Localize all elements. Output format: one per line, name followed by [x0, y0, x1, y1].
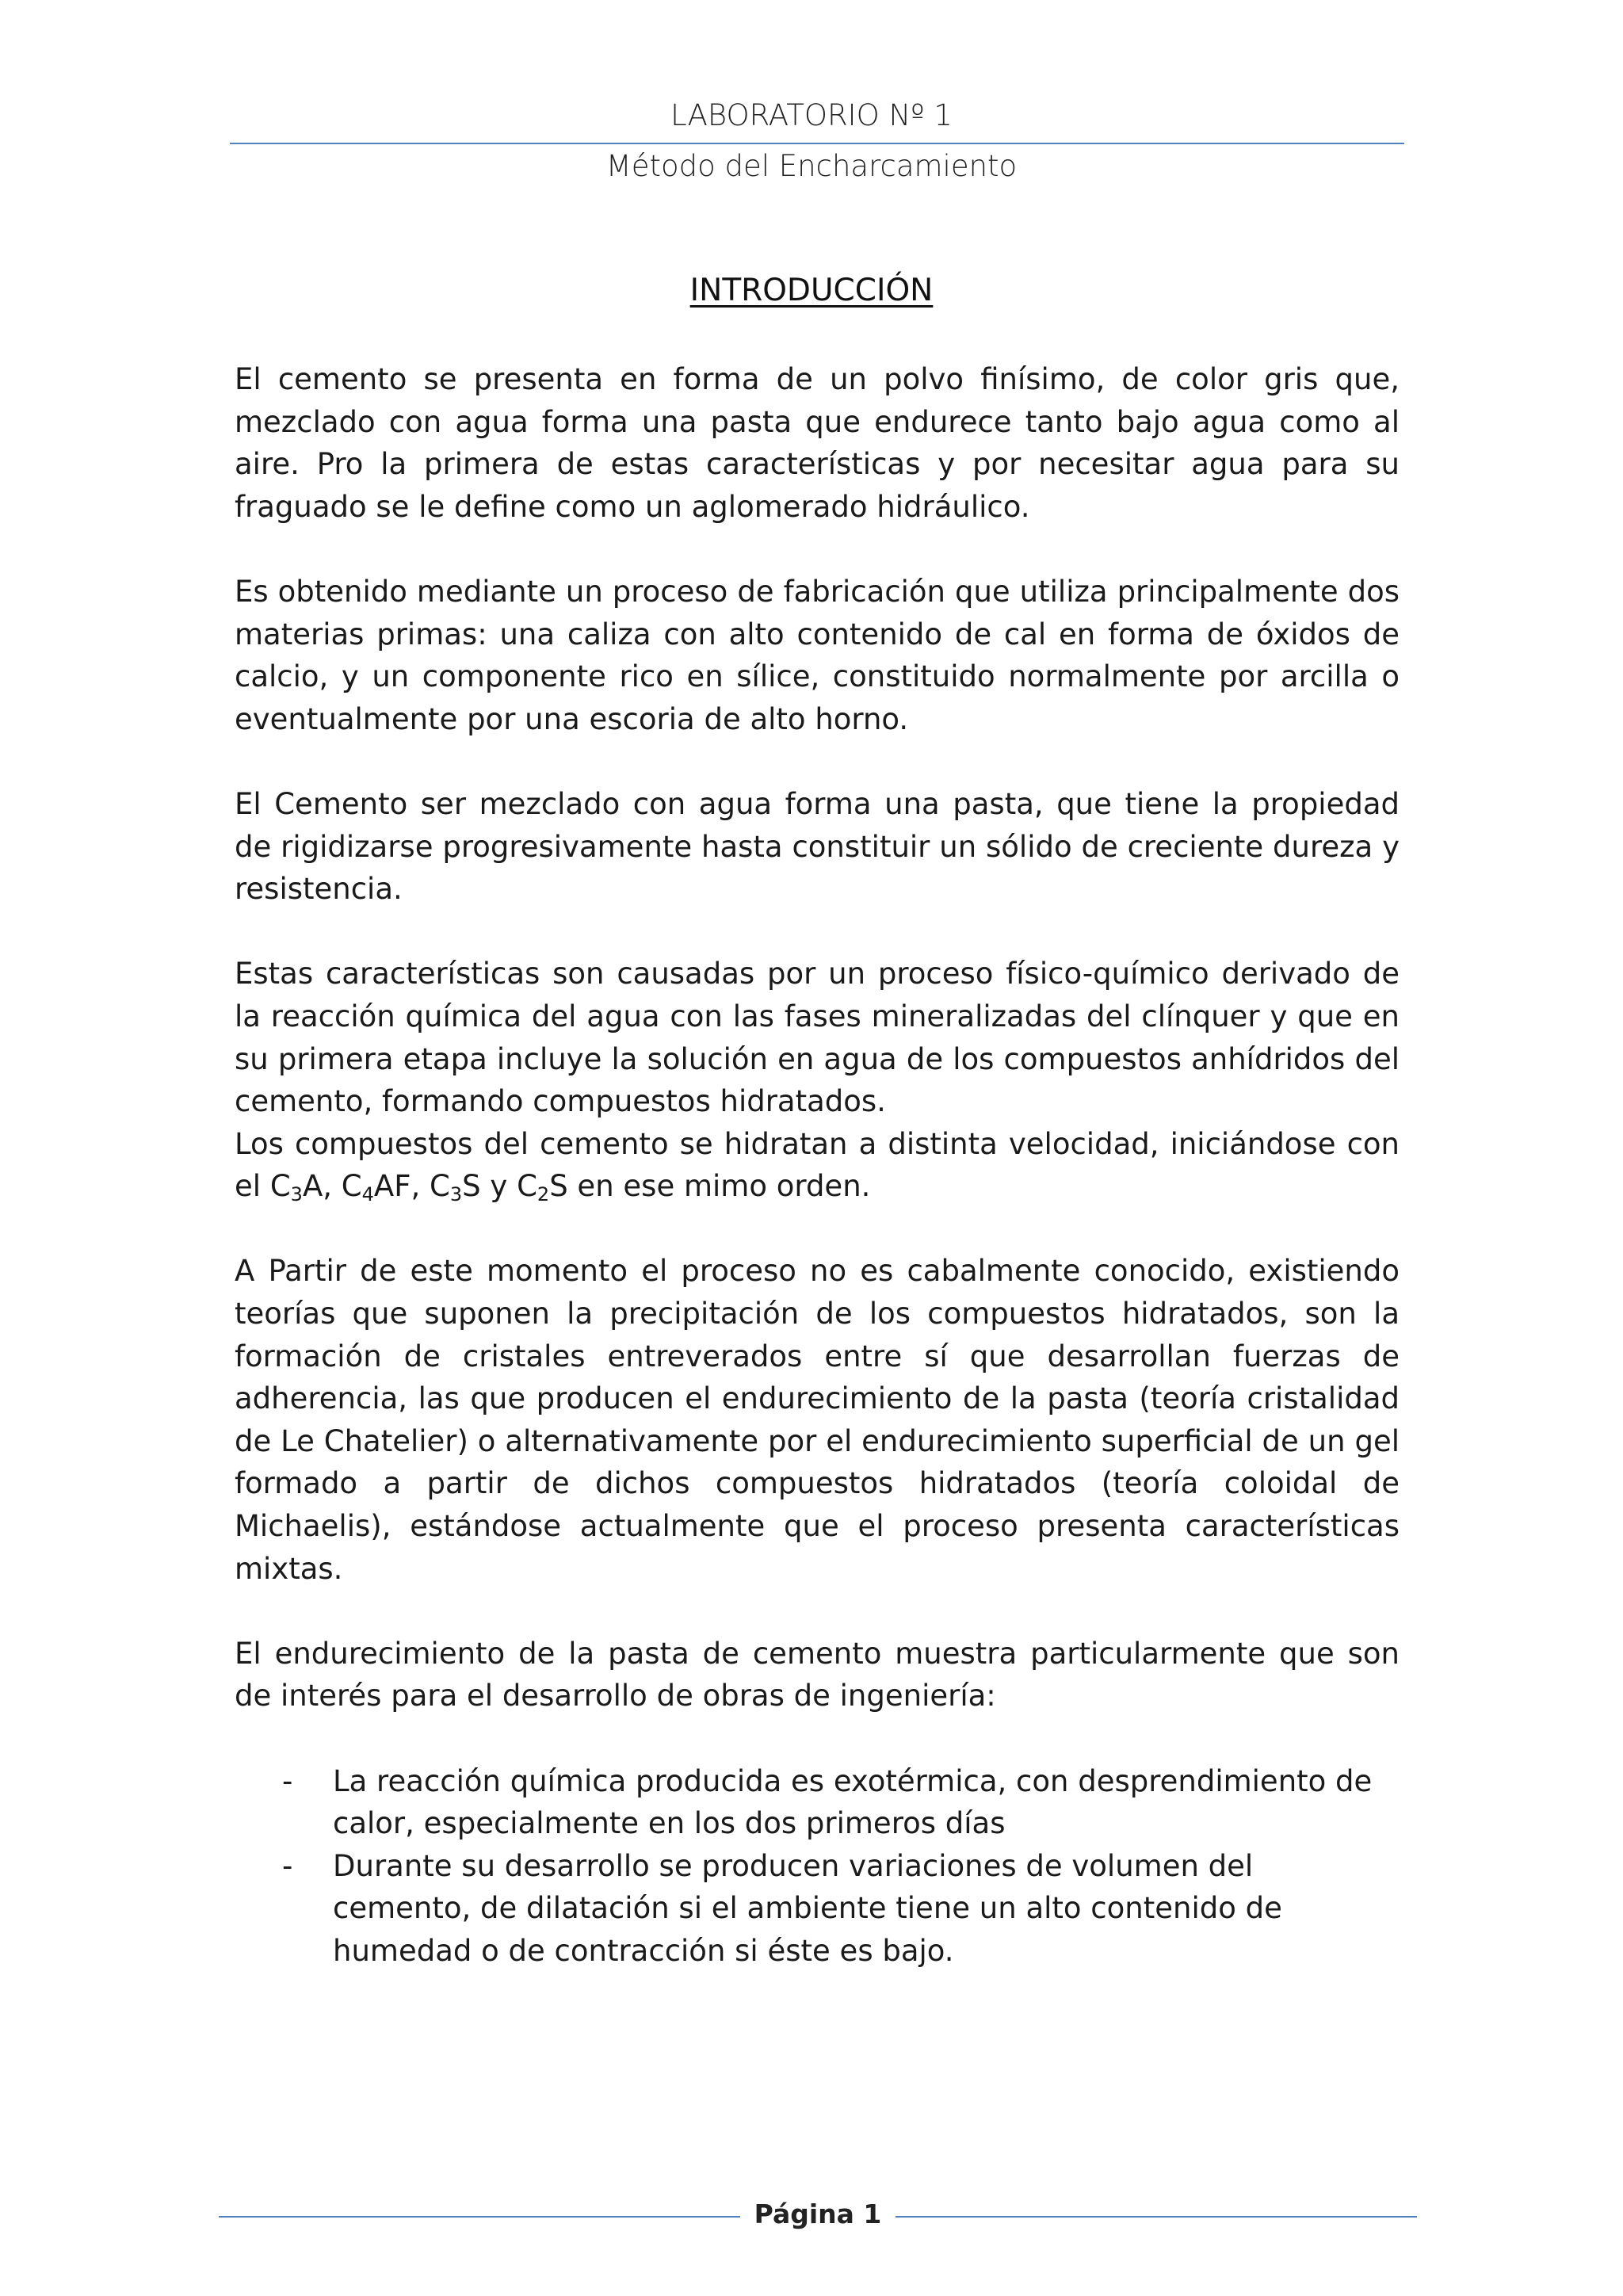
header-subtitle: Método del Encharcamiento — [605, 149, 1018, 183]
list-item — [235, 1845, 1400, 1973]
header-divider — [230, 143, 1404, 144]
list-item-text: La reacción química producida es exotérmica, con desprendimiento de calor, especialmente en los dos primeros días — [333, 1763, 1373, 1841]
compound-c3a: $C_3A$, — [269, 1169, 342, 1206]
paragraph-5-intro: Los compuestos del cemento se hidratan a distinta velocidad, iniciándose con el — [235, 1126, 1400, 1204]
compound-c4af: $C_4AF$, — [341, 1169, 430, 1206]
compound-c3s: $C_3S$ y — [430, 1169, 517, 1206]
paragraph-6: A Partir de este momento el proceso no es cabalmente conocido, existiendo teorías que suponen la precipitación de los compuestos hidratados, son la formación de cristales entreverados entre sí que desarrollan fuerzas de adherencia, las que producen el endurecimiento de la pasta (teoría cristalidad de Le Chatelier) o alternativamente por el endurecimiento superficial de un gel formado a partir de dichos compuestos hidratados (teoría coloidal de Michaelis), estándose actualmente que el proceso presenta características mixtas. — [235, 1254, 1400, 1586]
list-item — [235, 1760, 1400, 1845]
compound-c2s: $C_2S$ en ese mimo orden. — [517, 1169, 871, 1206]
list-bullet: - — [282, 1848, 293, 1883]
paragraph-1: El cemento se presenta en forma de un polvo finísimo, de color gris que, mezclado con agua forma una pasta que endurece tanto bajo agua como al aire. Pro la primera de estas características y por necesitar agua para su fraguado se le define como un aglomerado hidráulico. — [235, 362, 1400, 524]
paragraph-2: Es obtenido mediante un proceso de fabricación que utiliza principalmente dos materias primas: una caliza con alto contenido de cal en forma de óxidos de calcio, y un componente rico en sílice, constituido normalmente por arcilla o eventualmente por una escoria de alto horno. — [235, 574, 1400, 736]
document-body — [235, 358, 1400, 1973]
list-bullet: - — [282, 1763, 293, 1798]
page-number: Página 1 — [754, 2199, 882, 2229]
section-title: INTRODUCCIÓN — [689, 273, 934, 308]
footer-divider-right — [896, 2216, 1417, 2218]
paragraph-4: Estas características son causadas por un proceso físico-químico derivado de la reacción química del agua con las fases mineralizadas del clínquer y que en su primera etapa incluye la solución en agua de los compuestos anhídridos del cemento, formando compuestos hidratados. — [235, 957, 1400, 1119]
paragraph-7: El endurecimiento de la pasta de cemento muestra particularmente que son de interés para el desarrollo de obras de ingeniería: — [235, 1636, 1400, 1713]
paragraph-3: El Cemento ser mezclado con agua forma una pasta, que tiene la propiedad de rigidizarse progresivamente hasta constituir un sólido de creciente dureza y resistencia. — [235, 786, 1400, 907]
header-title: LABORATORIO Nº 1 — [670, 98, 953, 132]
page-footer — [219, 2194, 1417, 2241]
list-item-text: Durante su desarrollo se producen variaciones de volumen del cemento, de dilatación si el ambiente tiene un alto contenido de humedad o de contracción si éste es bajo. — [333, 1848, 1282, 1968]
bullet-list — [235, 1760, 1400, 1973]
paragraph-5 — [235, 1123, 1400, 1208]
